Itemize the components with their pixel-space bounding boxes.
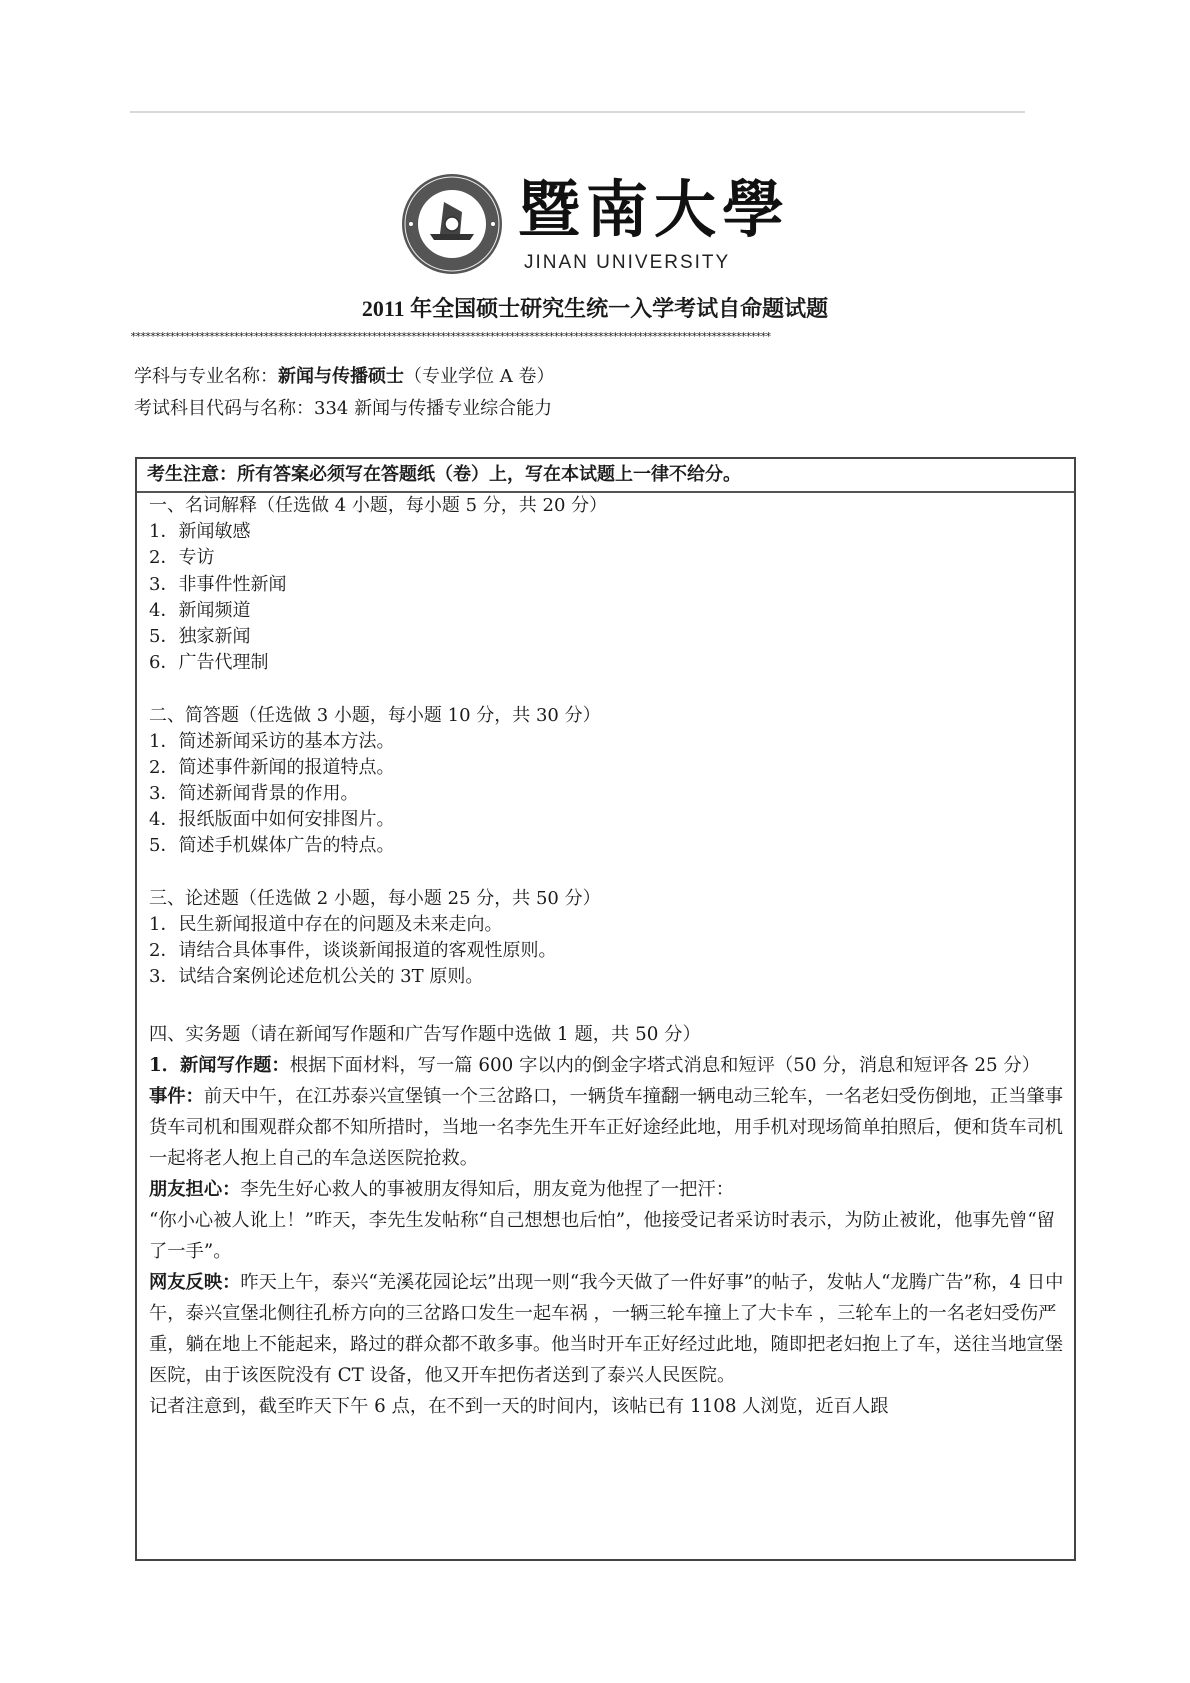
question-item: 3．简述新闻背景的作用。 — [149, 783, 359, 805]
code-value: 334 新闻与传播专业综合能力 — [314, 398, 553, 419]
question-item: 4．新闻频道 — [149, 599, 251, 621]
event-text: 前天中午，在江苏泰兴宣堡镇一个三岔路口，一辆货车撞翻一辆电动三轮车，一名老妇受伤倒地，正当肇事货车司机和围观群众都不知所措时，当地一名李先生开车正好途经此地，用手机对现场简单拍照后，便和货车司机一起将老人抱上自己的车急送医院抢救。 — [149, 1085, 1064, 1169]
netizen-label: 网友反映： — [149, 1271, 241, 1293]
question-item: 5．简述手机媒体广告的特点。 — [149, 835, 395, 857]
question-item: 2．专访 — [149, 547, 215, 569]
university-logo — [400, 172, 800, 282]
exam-title: 2011 年全国硕士研究生统一入学考试自命题试题 — [361, 296, 829, 321]
university-seal-icon — [400, 172, 504, 276]
question-item: 3．试结合案例论述危机公关的 3T 原则。 — [149, 966, 484, 988]
friend-quote: “你小心被人讹上！”昨天，李先生发帖称“自己想想也后怕”，他接受记者采访时表示，为防止被讹，他事先曾“留了一手”。 — [149, 1209, 1055, 1262]
subject-value: 新闻与传播硕士 — [278, 366, 404, 387]
logo-english-name: JINAN UNIVERSITY — [524, 252, 731, 273]
question-item: 5．独家新闻 — [149, 625, 251, 647]
question-content — [137, 493, 1074, 1422]
reporter-paragraph: 记者注意到，截至昨天下午 6 点，在不到一天的时间内，该帖已有 1108 人浏览，近百人跟 — [149, 1395, 889, 1417]
question-item: 2．请结合具体事件，谈谈新闻报道的客观性原则。 — [149, 940, 557, 962]
question-text: 根据下面材料，写一篇 600 字以内的倒金字塔式消息和短评（50 分，消息和短评各 25 分） — [289, 1054, 1041, 1076]
friend-label: 朋友担心： — [149, 1178, 241, 1200]
section-heading: 四、实务题（请在新闻写作题和广告写作题中选做 1 题，共 50 分） — [149, 1023, 701, 1045]
netizen-text: 昨天上午，泰兴“羌溪花园论坛”出现一则“我今天做了一件好事”的帖子，发帖人“龙腾广告”称，4 日中午，泰兴宣堡北侧往孔桥方向的三岔路口发生一起车祸 ，一辆三轮车撞上了大卡车 ，三轮车上的一名老妇受伤严重，躺在地上不能起来，路过的群众都不敢多事。他当时开车正好经过此地，随即把老妇抱上了车，送往当地宣堡医院，由于该医院没有 CT 设备，他又开车把伤者送到了泰兴人民医院。 — [149, 1271, 1064, 1386]
code-line — [134, 396, 552, 422]
subject-label: 学科与专业名称： — [134, 366, 278, 387]
news-writing-question — [149, 1050, 1064, 1081]
logo-chinese-name: 暨南大學 — [518, 173, 791, 246]
subject-note: （专业学位 A 卷） — [404, 366, 555, 387]
separator-stars: ********************************************************************************************************************************** — [130, 330, 770, 343]
question-item: 2．简述事件新闻的报道特点。 — [149, 756, 395, 778]
subject-line — [134, 364, 554, 390]
question-item: 1．简述新闻采访的基本方法。 — [149, 730, 395, 752]
question-label: 1．新闻写作题： — [149, 1054, 290, 1076]
question-item: 6．广告代理制 — [149, 652, 269, 674]
section-heading: 二、简答题（任选做 3 小题，每小题 10 分，共 30 分） — [149, 704, 601, 726]
section-heading: 一、名词解释（任选做 4 小题，每小题 5 分，共 20 分） — [149, 495, 608, 516]
section-2 — [149, 703, 1064, 860]
candidate-notice: 考生注意：所有答案必须写在答题纸（卷）上，写在本试题上一律不给分。 — [137, 459, 1074, 493]
section-4 — [149, 1019, 1064, 1422]
event-paragraph — [149, 1081, 1064, 1174]
section-3 — [149, 886, 1064, 991]
question-item: 1．民生新闻报道中存在的问题及未来走向。 — [149, 914, 503, 935]
friend-paragraph — [149, 1174, 1064, 1205]
question-item: 4．报纸版面中如何安排图片。 — [149, 809, 395, 831]
netizen-paragraph — [149, 1267, 1064, 1391]
section-heading: 三、论述题（任选做 2 小题，每小题 25 分，共 50 分） — [149, 887, 601, 909]
friend-text: 李先生好心救人的事被朋友得知后，朋友竟为他捏了一把汗： — [240, 1178, 734, 1200]
code-label: 考试科目代码与名称： — [134, 398, 314, 419]
question-box — [135, 457, 1076, 1561]
question-item: 1．新闻敏感 — [149, 521, 251, 543]
header-rule — [130, 111, 1025, 113]
section-1 — [149, 493, 1064, 676]
event-label: 事件： — [149, 1085, 204, 1107]
question-item: 3．非事件性新闻 — [149, 573, 287, 595]
